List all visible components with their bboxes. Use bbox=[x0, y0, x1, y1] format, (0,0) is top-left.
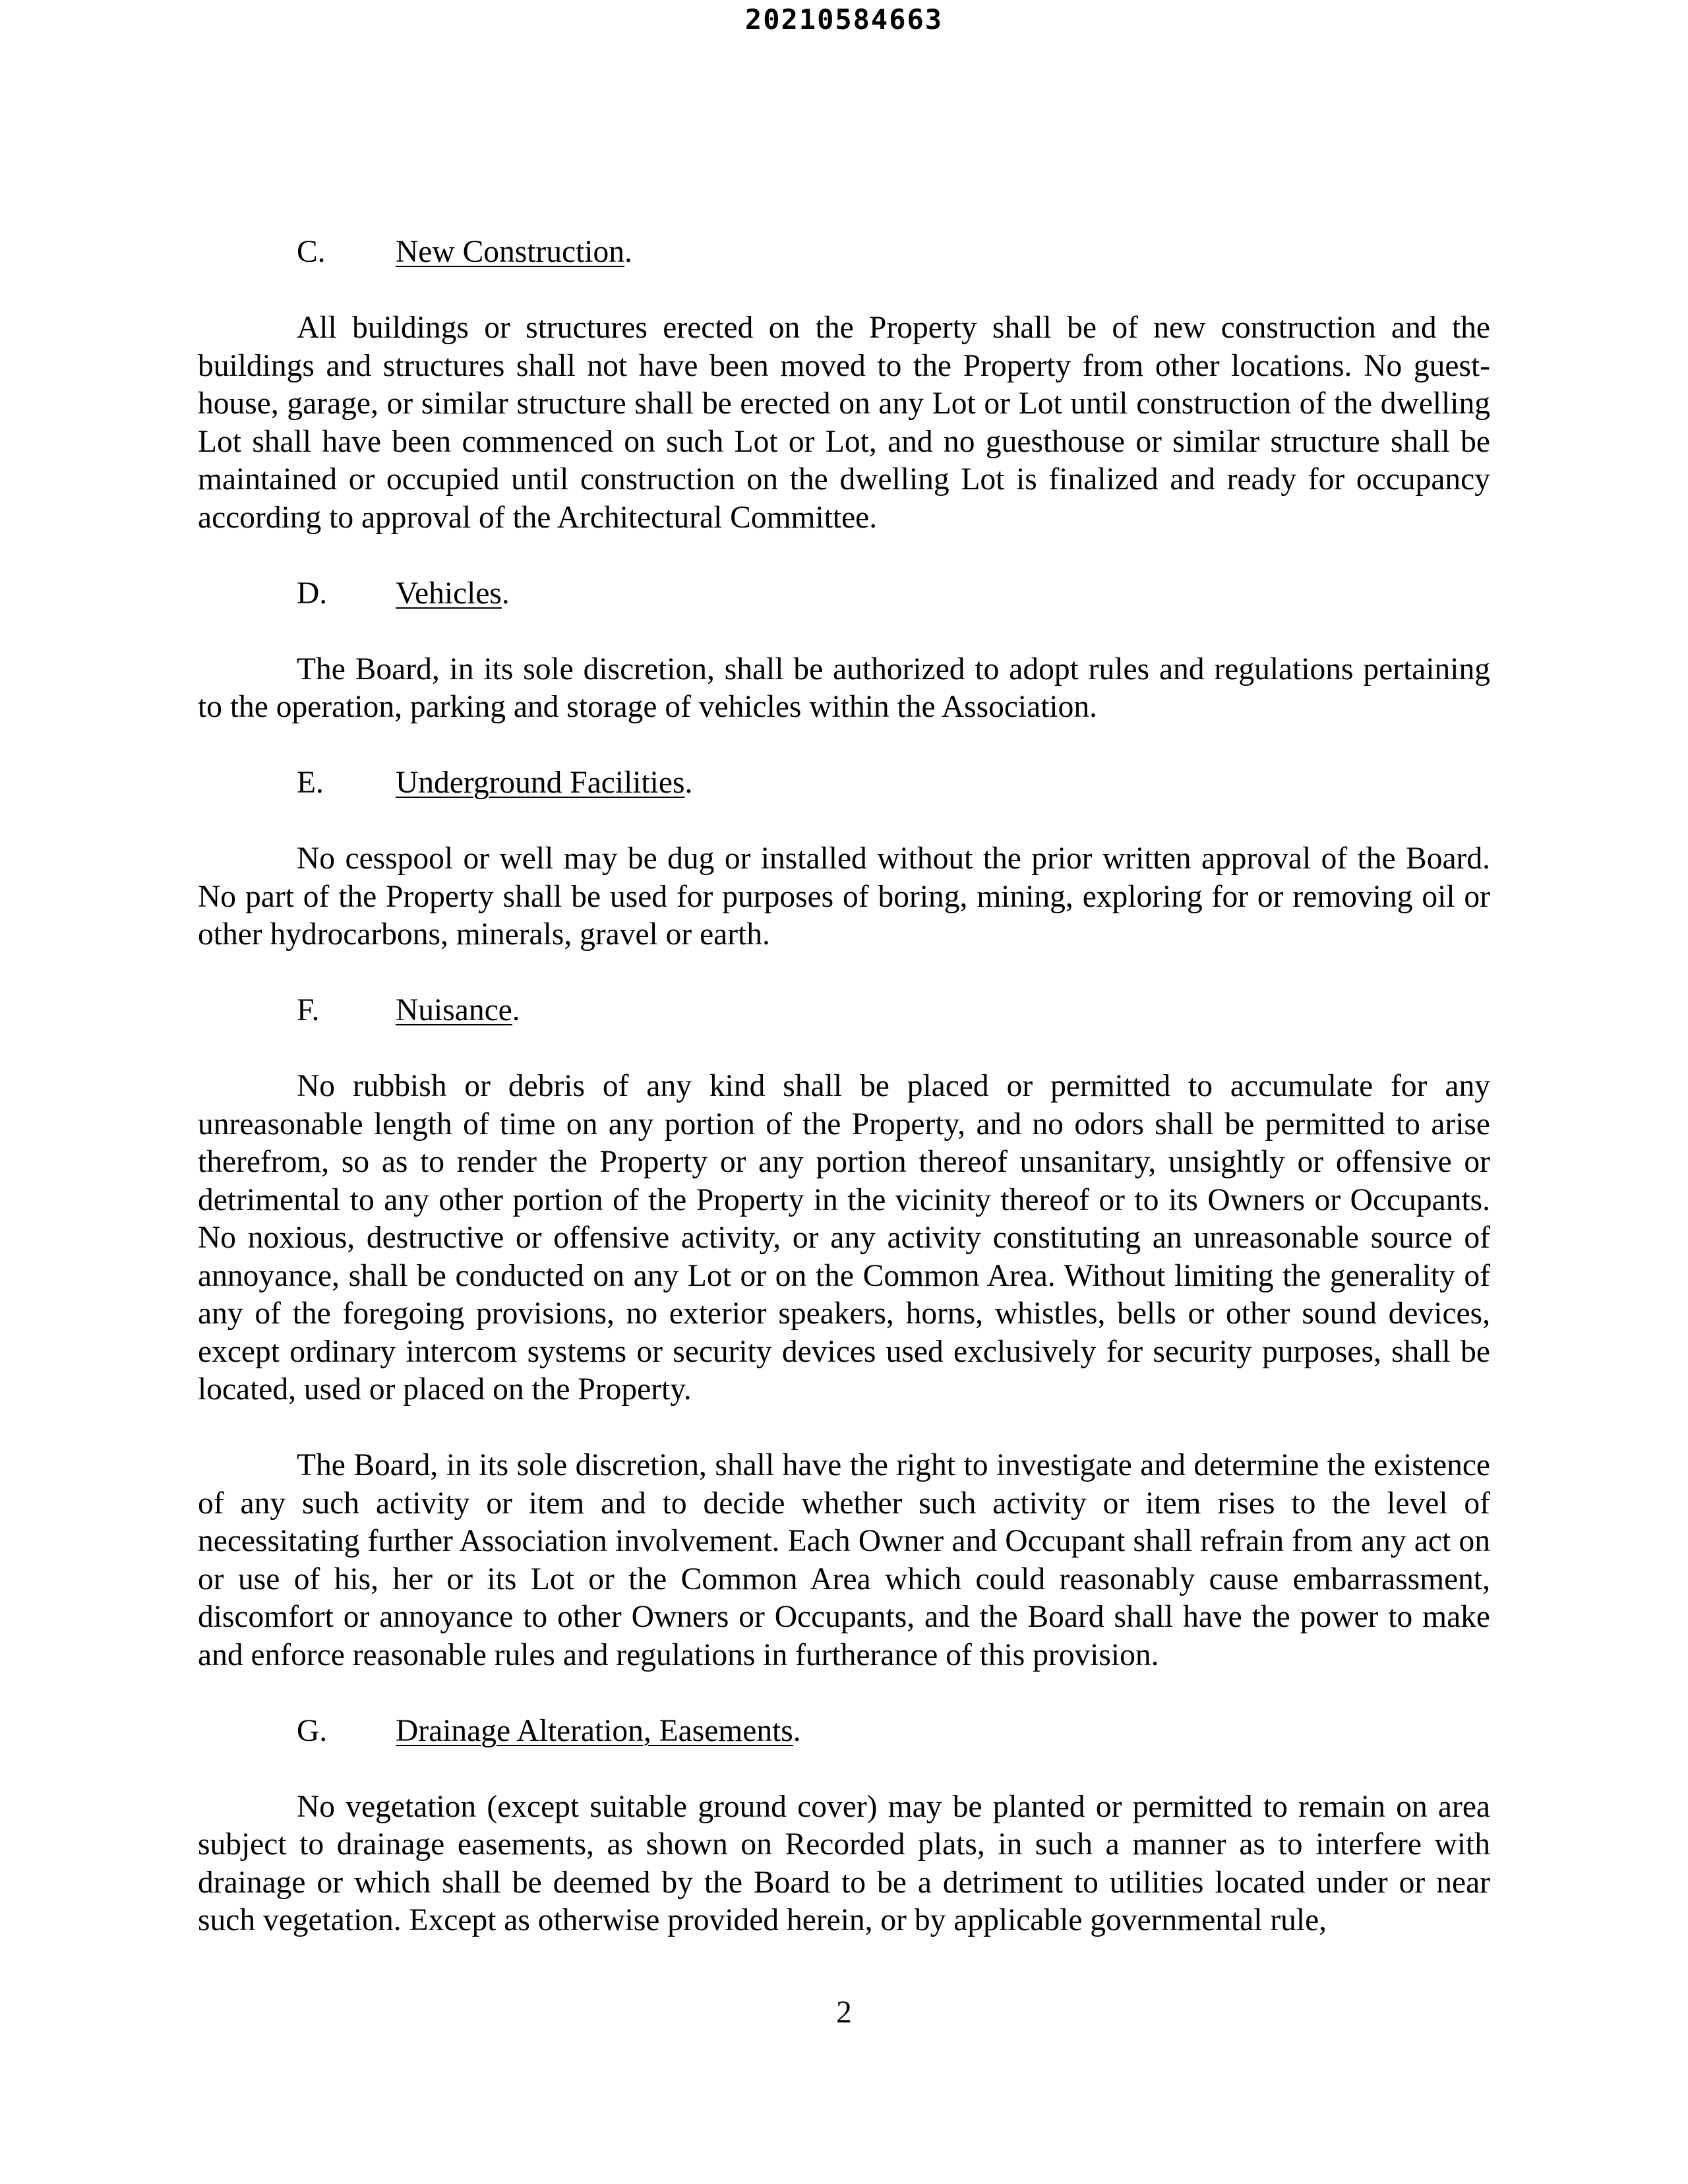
document-body bbox=[198, 233, 1490, 1978]
section-heading-c: C. New Construction. bbox=[198, 233, 1490, 272]
section-letter: F. bbox=[297, 993, 320, 1027]
section-paragraph: The Board, in its sole discretion, shall have the right to investigate and determine the existence of any such activity or item and to decide whether such activity or item rises to the level of necessitating further Association involvement. Each Owner and Occupant shall refrain from any act on or use of his, her or its Lot or the Common Area which could reasonably cause embarrassment, discomfort or annoyance to other Owners or Occupants, and the Board shall have the power to make and enforce reasonable rules and regulations in furtherance of this provision. bbox=[198, 1448, 1490, 1672]
section-letter: G. bbox=[297, 1713, 328, 1748]
section-paragraph: All buildings or structures erected on the Property shall be of new construction and the buildings and structures shall not have been moved to the Property from other locations. No guest-house, garage, or similar structure shall be erected on any Lot or Lot until construction of the dwelling Lot shall have been commenced on such Lot or Lot, and no guesthouse or similar structure shall be maintained or occupied until construction on the dwelling Lot is finalized and ready for occupancy according to approval of the Architectural Committee. bbox=[198, 311, 1490, 535]
section-heading-d: D. Vehicles. bbox=[198, 575, 1490, 613]
section-heading-g: G. Drainage Alteration, Easements. bbox=[198, 1713, 1490, 1751]
section-title: New Construction bbox=[396, 235, 624, 269]
section-paragraph: No vegetation (except suitable ground cover) may be planted or permitted to remain on area subject to drainage easements, as shown on Recorded plats, in such a manner as to interfere with drainage or which shall be deemed by the Board to be a detriment to utilities located under or near such vegetation. Except as otherwise provided herein, or by applicable governmental rule, bbox=[198, 1789, 1490, 1937]
section-paragraph: No cesspool or well may be dug or installed without the prior written approval of the Board. No part of the Property shall be used for purposes of boring, mining, exploring for or removing oil or other hydrocarbons, minerals, gravel or earth. bbox=[198, 841, 1490, 952]
section-title: Drainage Alteration, Easements bbox=[396, 1713, 793, 1748]
section-title: Underground Facilities bbox=[396, 766, 685, 800]
section-heading-f: F. Nuisance. bbox=[198, 992, 1490, 1030]
section-paragraph: No rubbish or debris of any kind shall be placed or permitted to accumulate for any unreasonable length of time on any portion of the Property, and no odors shall be permitted to arise therefrom, so as to render the Property or any portion thereof unsanitary, unsightly or offensive or detrimental to any other portion of the Property in the vicinity thereof or to its Owners or Occupants. No noxious, destructive or offensive activity, or any activity constituting an unreasonable source of annoyance, shall be conducted on any Lot or on the Common Area. Without limiting the generality of any of the foregoing provisions, no exterior speakers, horns, whistles, bells or other sound devices, except ordinary intercom systems or security devices used exclusively for security purposes, shall be located, used or placed on the Property. bbox=[198, 1069, 1490, 1407]
section-title: Nuisance bbox=[396, 993, 512, 1027]
section-letter: D. bbox=[297, 576, 328, 611]
page-number: 2 bbox=[836, 1995, 852, 2030]
section-title: Vehicles bbox=[396, 576, 502, 611]
document-number: 20210584663 bbox=[744, 3, 944, 36]
section-letter: C. bbox=[297, 235, 326, 269]
section-letter: E. bbox=[297, 766, 324, 800]
section-heading-e: E. Underground Facilities. bbox=[198, 764, 1490, 803]
section-paragraph: The Board, in its sole discretion, shall be authorized to adopt rules and regulations pertaining to the operation, parking and storage of vehicles within the Association. bbox=[198, 652, 1490, 724]
